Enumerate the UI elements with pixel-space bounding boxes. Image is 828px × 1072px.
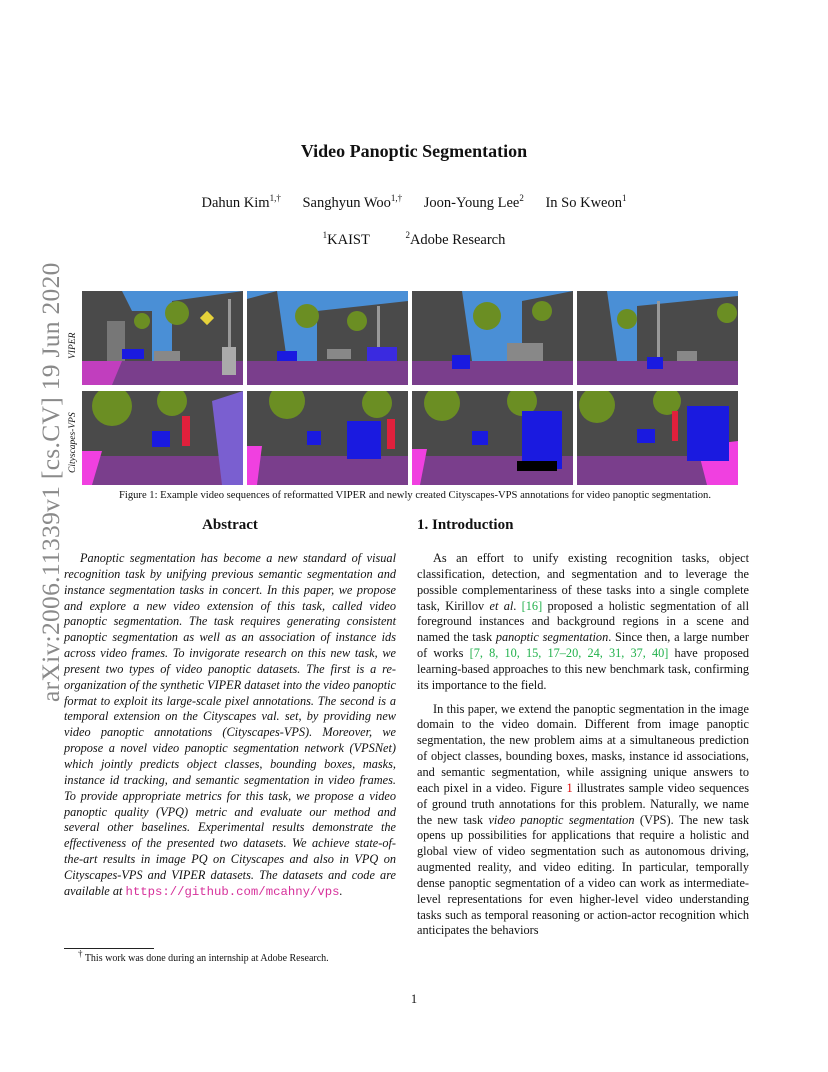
- figure-caption: Figure 1: Example video sequences of reformatted VIPER and newly created Cityscapes-VPS annotations for video panoptic segmentation.: [118, 490, 712, 501]
- cityscapes-frame: [577, 391, 738, 485]
- cityscapes-frame: [247, 391, 408, 485]
- viper-frame: [577, 291, 738, 385]
- abstract-text: Panoptic segmentation has become a new standard of visual recognition task by unifying previous semantic segmentation and instance segmentation tasks in concert. In this paper, we propose and explore a new video extension of this task, called video panoptic segmentation. The task requires generating consistent panoptic segmentation as well as an association of instance ids across video frames. To invigorate research on this new task, we present two types of video panoptic datasets. The first is a re-organization of the synthetic VIPER dataset into the video panoptic format to exploit its large-scale pixel annotations. The second is a temporal extension on the Cityscapes val. set, by providing new video panoptic annotations (Cityscapes-VPS). Moreover, we propose a novel video panoptic segmentation network (VPSNet) which jointly predicts object classes, bounding boxes, masks, instance id tracking, and semantic segmentation in video frames. To provide appropriate metrics for this task, we propose a video panoptic quality (VPQ) metric and evaluate our method and several other baselines. Experimental results demonstrate the effectiveness of the presented two datasets. We achieve state-of-the-art results in image PQ on Cityscapes and also in VPQ on Cityscapes-VPS and VIPER datasets. The datasets and code are available at https://github.com/mcahny/vps.: [64, 551, 396, 899]
- author: Dahun Kim$^{1,\dagger}$: [201, 193, 281, 211]
- affiliation: $^2$Adobe Research: [405, 230, 506, 248]
- author: Joon-Young Lee$^2$: [423, 193, 524, 211]
- viper-frame: [412, 291, 573, 385]
- code-link[interactable]: https://github.com/mcahny/vps: [125, 884, 340, 899]
- intro-paragraph-1: As an effort to unify existing recognition tasks, object classification, detection, and segmentation and to leverage the possible complementariness of these tasks into a single complete task, Kirillov et al. [16] proposed a holistic segmentation of all foreground instances and background regions in a scene and named the task panoptic segmentation. Since then, a large number of works [7, 8, 10, 15, 17–20, 24, 31, 37, 40] have proposed learning-based approaches to this new benchmark task, confirming its importance to the field.: [417, 551, 749, 692]
- right-column: [417, 517, 749, 939]
- abstract-heading: Abstract: [202, 517, 258, 533]
- author: Sanghyun Woo$^{1,\dagger}$: [302, 193, 403, 211]
- cityscapes-frame: [82, 391, 243, 485]
- left-column: [64, 517, 396, 901]
- footnote: † This work was done during an internship at Adobe Research.: [78, 948, 329, 964]
- intro-paragraph-2: In this paper, we extend the panoptic segmentation in the image domain to the video domain. Different from image panoptic segmentation, the new problem aims at a simultaneous prediction of object classes, bounding boxes, masks, instance id associations, and semantic segmentation, while assigning unique answers to each pixel in a video. Figure 1 illustrates sample video sequences of ground truth annotations for this problem. Naturally, we name the new task video panoptic segmentation (VPS). The new task opens up possibilities for applications that require a holistic and global view of video segmentation such as autonomous driving, augmented reality, and video editing. In particular, temporally dense panoptic segmentation of a video can work as intermediate-level representations for even higher-level video understanding tasks such as temporal reasoning or action-actor recognition which anticipates the behaviors: [417, 701, 750, 938]
- cityscapes-frame: [412, 391, 573, 485]
- author: In So Kweon$^1$: [545, 193, 627, 211]
- affiliation: $^1$KAIST: [322, 230, 370, 248]
- arxiv-stamp-text: arXiv:2006.11339v1 [cs.CV] 19 Jun 2020: [36, 262, 65, 702]
- page-number: 1: [410, 992, 418, 1006]
- introduction-heading: 1. Introduction: [417, 517, 514, 533]
- paper-title: Video Panoptic Segmentation: [300, 141, 528, 161]
- viper-frame: [82, 291, 243, 385]
- affiliation-list: [0, 232, 828, 249]
- citation-link[interactable]: [16]: [521, 598, 543, 613]
- figure-1: VIPER Cityscapes-VPS: [82, 291, 738, 485]
- citation-link[interactable]: [7, 8, 10, 15, 17–20, 24, 31, 37, 40]: [469, 646, 669, 661]
- figure-reference-link[interactable]: 1: [566, 780, 573, 795]
- viper-frame: [247, 291, 408, 385]
- author-list: [0, 195, 828, 212]
